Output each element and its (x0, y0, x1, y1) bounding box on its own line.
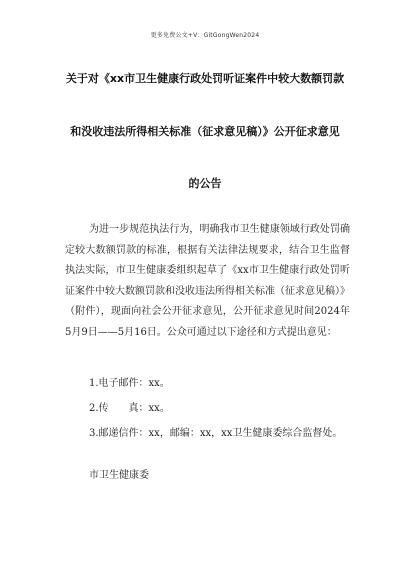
watermark-text: 更多免费公文+V：GitGongWen2024 (150, 32, 260, 39)
contact-email: 1.电子邮件：xx。 (89, 378, 170, 389)
document-title-line-3: 的公告 (188, 177, 222, 190)
body-paragraph: 为进一步规范执法行为，明确我市卫生健康领域行政处罚确定较大数额罚款的标准，根据有关法律法规要求，结合卫生监督执法实际，市卫生健康委组织起草了《xx市卫生健康行政处罚听证案件中较大数额罚款和没收违法所得相关标准（征求意见稿）》（附件），现面向社会公开征求意见，公开征求意见时间2024年5月9日——5月16日。公众可通过以下途径和方式提出意见： (65, 224, 350, 338)
document-title-line-2: 和没收违法所得相关标准（征求意见稿）》公开征求意见 (70, 125, 340, 138)
contact-fax: 2.传 真：xx。 (89, 403, 170, 414)
signature: 市卫生健康委 (89, 470, 149, 481)
contact-mail: 3.邮递信件：xx，邮编：xx，xx卫生健康委综合监督处。 (89, 428, 343, 439)
document-title-line-1: 关于对《xx市卫生健康行政处罚听证案件中较大数额罚款 (65, 72, 345, 85)
